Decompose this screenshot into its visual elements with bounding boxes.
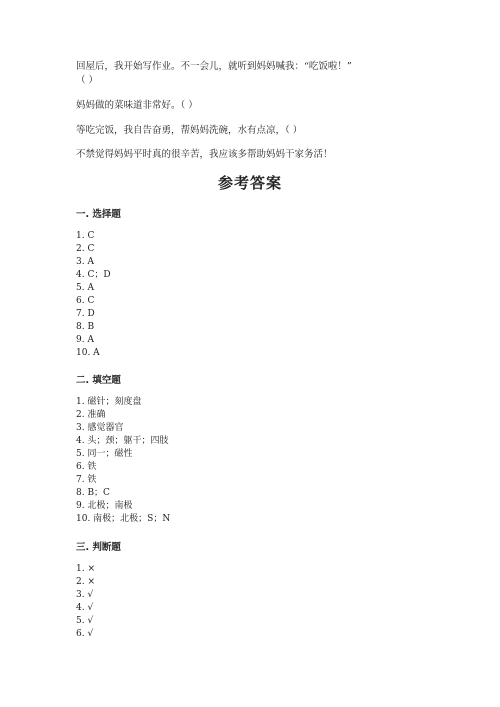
list-item: 2. 准确 — [76, 410, 106, 420]
page-title: 参考答案 — [217, 174, 282, 192]
answer-list-judge — [76, 563, 95, 641]
section-heading-fill: 二. 填空题 — [76, 375, 121, 386]
answer-blank: （ ） — [76, 75, 99, 86]
list-item: 1. × — [76, 564, 95, 574]
section-heading-choice: 一. 选择题 — [76, 209, 121, 220]
list-item: 10. A — [76, 348, 100, 358]
list-item: 3. √ — [76, 590, 94, 600]
list-item: 1. 磁针；刻度盘 — [76, 397, 142, 407]
list-item: 5. √ — [76, 616, 94, 626]
list-item: 9. A — [76, 335, 94, 345]
list-item: 4. 头；颈；躯干；四肢 — [76, 436, 169, 446]
list-item: 6. 铁 — [76, 462, 97, 472]
passage-paragraph-2: 妈妈做的菜味道非常好。（ ） — [76, 100, 198, 111]
list-item: 5. A — [76, 283, 94, 293]
list-item: 8. B；C — [76, 488, 110, 498]
list-item: 8. B — [76, 322, 95, 332]
list-item: 7. 铁 — [76, 475, 97, 485]
list-item: 7. D — [76, 309, 95, 319]
list-item: 2. C — [76, 244, 95, 254]
list-item: 6. √ — [76, 629, 94, 639]
list-item: 3. A — [76, 257, 94, 267]
list-item: 1. C — [76, 231, 95, 241]
list-item: 4. √ — [76, 603, 94, 613]
section-heading-judge: 三. 判断题 — [76, 542, 121, 553]
passage-paragraph-1 — [76, 60, 426, 88]
passage-line: 回屋后，我开始写作业。不一会儿，就听到妈妈喊我：“吃饭啦！” — [76, 61, 352, 72]
answer-list-fill — [76, 396, 170, 526]
passage-paragraph-3: 等吃完饭，我自告奋勇，帮妈妈洗碗，水有点凉，（ ） — [76, 125, 303, 136]
list-item: 2. × — [76, 577, 95, 587]
list-item: 4. C；D — [76, 270, 111, 280]
list-item: 9. 北极；南极 — [76, 501, 133, 511]
list-item: 6. C — [76, 296, 95, 306]
list-item: 5. 同一；磁性 — [76, 449, 133, 459]
answer-list-choice — [76, 230, 111, 360]
passage-paragraph-4: 不禁觉得妈妈平时真的很辛苦，我应该多帮助妈妈干家务活！ — [76, 149, 333, 160]
list-item: 3. 感觉器官 — [76, 423, 124, 433]
list-item: 10. 南极；北极；S；N — [76, 514, 171, 524]
